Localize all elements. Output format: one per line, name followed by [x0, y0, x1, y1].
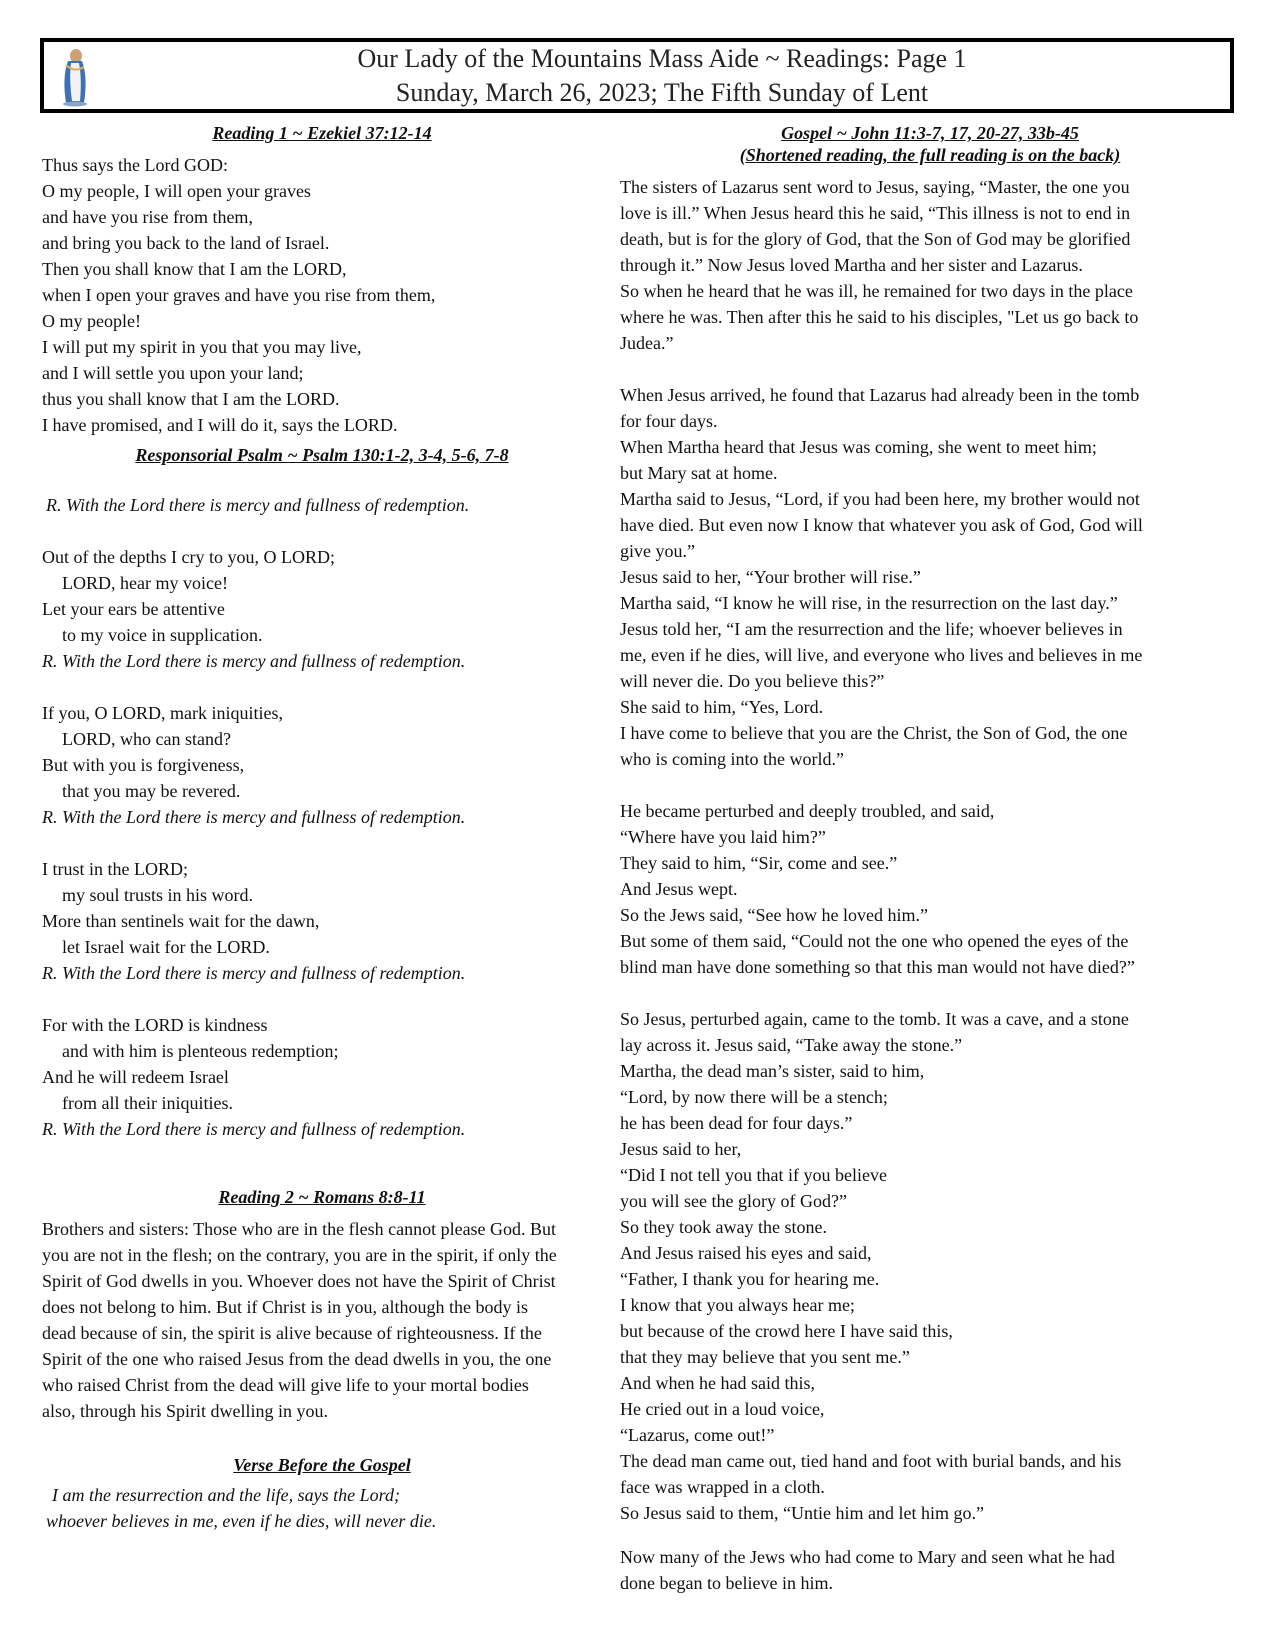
- reading1-line: O my people, I will open your graves: [42, 181, 311, 201]
- gospel-line: will never die. Do you believe this?”: [620, 671, 885, 691]
- psalm-response: R. With the Lord there is mercy and fullness of redemption.: [42, 1119, 466, 1139]
- gospel-line: And when he had said this,: [620, 1373, 815, 1393]
- gospel-line: Jesus said to her,: [620, 1139, 742, 1159]
- gospel-line: Now many of the Jews who had come to Mary and seen what he had: [620, 1547, 1115, 1567]
- gospel-line: He cried out in a loud voice,: [620, 1399, 825, 1419]
- psalm-response: R. With the Lord there is mercy and fullness of redemption.: [46, 495, 470, 515]
- reading1-line: Then you shall know that I am the LORD,: [42, 259, 347, 279]
- gospel-line: So when he heard that he was ill, he remained for two days in the place: [620, 281, 1133, 301]
- gospel-line: So the Jews said, “See how he loved him.”: [620, 905, 928, 925]
- gospel-line: “Lazarus, come out!”: [620, 1425, 775, 1445]
- page-subtitle: Sunday, March 26, 2023; The Fifth Sunday of Lent: [395, 78, 929, 107]
- reading2-heading: Reading 2 ~ Romans 8:8-11: [218, 1187, 426, 1207]
- psalm-line: Let your ears be attentive: [42, 599, 225, 619]
- psalm-line: Out of the depths I cry to you, O LORD;: [42, 547, 335, 567]
- gospel-line: So Jesus said to them, “Untie him and let him go.”: [620, 1503, 984, 1523]
- psalm-line: my soul trusts in his word.: [62, 885, 254, 905]
- gospel-line: The sisters of Lazarus sent word to Jesus, saying, “Master, the one you: [620, 177, 1130, 197]
- verse-line: whoever believes in me, even if he dies, will never die.: [46, 1511, 437, 1531]
- gospel-line: But some of them said, “Could not the one who opened the eyes of the: [620, 931, 1129, 951]
- psalm-response: R. With the Lord there is mercy and fullness of redemption.: [42, 807, 466, 827]
- gospel-line: When Martha heard that Jesus was coming, she went to meet him;: [620, 437, 1097, 457]
- gospel-line: They said to him, “Sir, come and see.”: [620, 853, 898, 873]
- gospel-line: blind man have done something so that this man would not have died?”: [620, 957, 1135, 977]
- psalm-line: And he will redeem Israel: [42, 1067, 229, 1087]
- page-header: [40, 38, 1234, 113]
- gospel-line: Martha said, “I know he will rise, in the resurrection on the last day.”: [620, 593, 1118, 613]
- psalm-stanza: [42, 1012, 602, 1142]
- psalm-line: More than sentinels wait for the dawn,: [42, 911, 320, 931]
- gospel-subheading: (Shortened reading, the full reading is on the back): [739, 145, 1121, 165]
- gospel-line: So they took away the stone.: [620, 1217, 827, 1237]
- paragraph-gap: [620, 980, 1240, 1006]
- psalm-line: and with him is plenteous redemption;: [62, 1041, 339, 1061]
- verse-heading: Verse Before the Gospel: [233, 1455, 411, 1475]
- reading1-line: when I open your graves and have you rise from them,: [42, 285, 436, 305]
- psalm-heading: Responsorial Psalm ~ Psalm 130:1-2, 3-4, 5-6, 7-8: [135, 445, 509, 465]
- page-title: Our Lady of the Mountains Mass Aide ~ Readings: Page 1: [357, 44, 967, 73]
- gospel-line: give you.”: [620, 541, 695, 561]
- verse-line: I am the resurrection and the life, says the Lord;: [52, 1485, 400, 1505]
- gospel-line: that they may believe that you sent me.”: [620, 1347, 910, 1367]
- psalm-line: to my voice in supplication.: [62, 625, 263, 645]
- gospel-line: but Mary sat at home.: [620, 463, 778, 483]
- gospel-line: done began to believe in him.: [620, 1573, 833, 1593]
- gospel-line: where he was. Then after this he said to his disciples, "Let us go back to: [620, 307, 1139, 327]
- psalm-line: LORD, who can stand?: [62, 729, 231, 749]
- psalm-line: from all their iniquities.: [62, 1093, 233, 1113]
- psalm-response: R. With the Lord there is mercy and fullness of redemption.: [42, 651, 466, 671]
- gospel-line: “Where have you laid him?”: [620, 827, 826, 847]
- gospel-line: he has been dead for four days.”: [620, 1113, 853, 1133]
- psalm-line: that you may be revered.: [62, 781, 241, 801]
- psalm-response: R. With the Lord there is mercy and fullness of redemption.: [42, 963, 466, 983]
- gospel-line: face was wrapped in a cloth.: [620, 1477, 825, 1497]
- reading1-heading: Reading 1 ~ Ezekiel 37:12-14: [212, 123, 432, 143]
- reading1-line: thus you shall know that I am the LORD.: [42, 389, 340, 409]
- gospel-line: She said to him, “Yes, Lord.: [620, 697, 824, 717]
- psalm-stanza: [42, 700, 602, 830]
- gospel-line: “Father, I thank you for hearing me.: [620, 1269, 880, 1289]
- gospel-line: Judea.”: [620, 333, 674, 353]
- gospel-line: have died. But even now I know that whatever you ask of God, God will: [620, 515, 1143, 535]
- gospel-line: you will see the glory of God?”: [620, 1191, 847, 1211]
- psalm-line: For with the LORD is kindness: [42, 1015, 268, 1035]
- gospel-line: for four days.: [620, 411, 718, 431]
- reading1-text: [42, 152, 602, 438]
- reading1-line: I have promised, and I will do it, says the LORD.: [42, 415, 398, 435]
- gospel-line: death, but is for the glory of God, that the Son of God may be glorified: [620, 229, 1131, 249]
- gospel-line: through it.” Now Jesus loved Martha and her sister and Lazarus.: [620, 255, 1083, 275]
- reading2-text: Brothers and sisters: Those who are in the flesh cannot please God. But you are not in the flesh; on the contrary, you are in the spirit, if only the Spirit of God dwells in you. Whoever does not have the Spirit of Christ does not belong to him. But if Christ is in you, although the body is dead because of sin, the spirit is alive because of righteousness. If the Spirit of the one who raised Jesus from the dead dwells in you, the one who raised Christ from the dead will give life to your mortal bodies also, through his Spirit dwelling in you.: [42, 1219, 557, 1421]
- gospel-text: [620, 174, 1240, 1596]
- madonna-statue-icon: [54, 47, 94, 107]
- reading1-line: and bring you back to the land of Israel.: [42, 233, 330, 253]
- psalm-line: But with you is forgiveness,: [42, 755, 245, 775]
- gospel-heading: Gospel ~ John 11:3-7, 17, 20-27, 33b-45: [781, 123, 1079, 143]
- gospel-line: I know that you always hear me;: [620, 1295, 855, 1315]
- gospel-line: Martha, the dead man’s sister, said to him,: [620, 1061, 925, 1081]
- gospel-line: And Jesus raised his eyes and said,: [620, 1243, 872, 1263]
- gospel-line: but because of the crowd here I have said this,: [620, 1321, 953, 1341]
- gospel-line: who is coming into the world.”: [620, 749, 844, 769]
- reading1-line: and have you rise from them,: [42, 207, 253, 227]
- left-column: [42, 122, 602, 1534]
- gospel-line: The dead man came out, tied hand and foot with burial bands, and his: [620, 1451, 1122, 1471]
- psalm-line: let Israel wait for the LORD.: [62, 937, 270, 957]
- gospel-line: Martha said to Jesus, “Lord, if you had been here, my brother would not: [620, 489, 1140, 509]
- gospel-line: I have come to believe that you are the Christ, the Son of God, the one: [620, 723, 1128, 743]
- gospel-line: When Jesus arrived, he found that Lazarus had already been in the tomb: [620, 385, 1140, 405]
- reading1-line: and I will settle you upon your land;: [42, 363, 304, 383]
- paragraph-gap: [620, 356, 1240, 382]
- reading1-line: Thus says the Lord GOD:: [42, 155, 228, 175]
- reading1-line: O my people!: [42, 311, 141, 331]
- paragraph-gap: [620, 772, 1240, 798]
- psalm-stanza: [42, 856, 602, 986]
- psalm-line: If you, O LORD, mark iniquities,: [42, 703, 283, 723]
- gospel-line: So Jesus, perturbed again, came to the tomb. It was a cave, and a stone: [620, 1009, 1129, 1029]
- gospel-line: “Lord, by now there will be a stench;: [620, 1087, 888, 1107]
- gospel-line: He became perturbed and deeply troubled, and said,: [620, 801, 995, 821]
- right-column: [620, 122, 1240, 1596]
- gospel-line: “Did I not tell you that if you believe: [620, 1165, 887, 1185]
- gospel-line: love is ill.” When Jesus heard this he said, “This illness is not to end in: [620, 203, 1131, 223]
- gospel-line: me, even if he dies, will live, and everyone who lives and believes in me: [620, 645, 1143, 665]
- gospel-line: lay across it. Jesus said, “Take away the stone.”: [620, 1035, 963, 1055]
- gospel-line: Jesus told her, “I am the resurrection and the life; whoever believes in: [620, 619, 1123, 639]
- reading1-line: I will put my spirit in you that you may live,: [42, 337, 362, 357]
- psalm-line: I trust in the LORD;: [42, 859, 188, 879]
- gospel-line: And Jesus wept.: [620, 879, 738, 899]
- paragraph-gap: [620, 1526, 1240, 1544]
- psalm-line: LORD, hear my voice!: [62, 573, 228, 593]
- gospel-line: Jesus said to her, “Your brother will rise.”: [620, 567, 921, 587]
- psalm-stanza: [42, 544, 602, 674]
